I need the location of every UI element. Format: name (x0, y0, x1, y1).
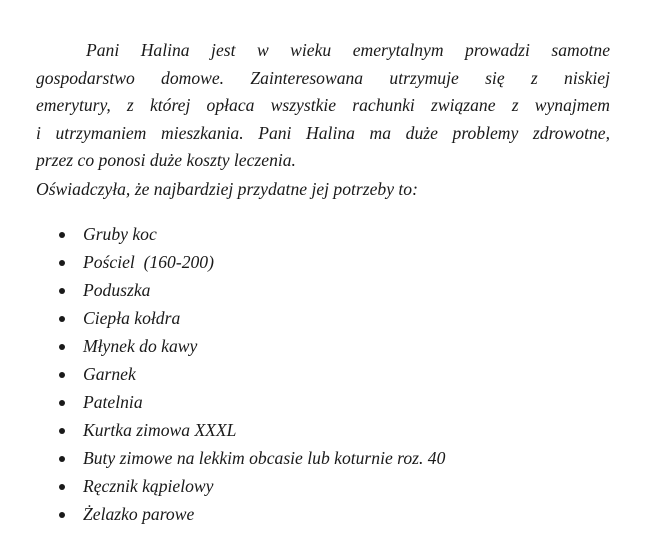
bullet-icon (59, 344, 65, 350)
list-item-text: Ciepła kołdra (83, 308, 181, 328)
bullet-icon (59, 288, 65, 294)
list-item-text: Garnek (83, 364, 136, 384)
bullet-icon (59, 372, 65, 378)
description-paragraph (36, 37, 610, 175)
bullet-icon (59, 456, 65, 462)
list-item-text: Żelazko parowe (83, 504, 195, 524)
needs-statement: Oświadczyła, że najbardziej przydatne jej potrzeby to: (36, 179, 418, 199)
list-item-text: Pościel (160-200) (83, 252, 214, 272)
list-item-text: Gruby koc (83, 224, 157, 244)
paragraph-line: i utrzymaniem mieszkania. Pani Halina ma duże problemy zdrowotne, (36, 122, 610, 143)
bullet-icon (59, 512, 65, 518)
bullet-icon (59, 260, 65, 266)
bullet-icon (59, 232, 65, 238)
paragraph-line: gospodarstwo domowe. Zainteresowana utrzymuje się z niskiej (36, 67, 610, 88)
paragraph-line: przez co ponosi duże koszty leczenia. (36, 150, 296, 170)
list-item-text: Buty zimowe na lekkim obcasie lub koturnie roz. 40 (83, 448, 446, 468)
bullet-icon (59, 316, 65, 322)
list-item-text: Młynek do kawy (83, 336, 198, 356)
bullet-icon (59, 428, 65, 434)
paragraph-line: emerytury, z której opłaca wszystkie rachunki związane z wynajmem (36, 95, 610, 115)
list-item-text: Kurtka zimowa XXXL (83, 420, 237, 440)
paragraph-line: Pani Halina jest w wieku emerytalnym prowadzi samotne (86, 40, 610, 60)
bullet-icon (59, 484, 65, 490)
bullet-icon (59, 400, 65, 406)
list-item-text: Poduszka (83, 280, 151, 300)
list-item-text: Patelnia (83, 392, 143, 412)
list-item-text: Ręcznik kąpielowy (83, 476, 214, 496)
